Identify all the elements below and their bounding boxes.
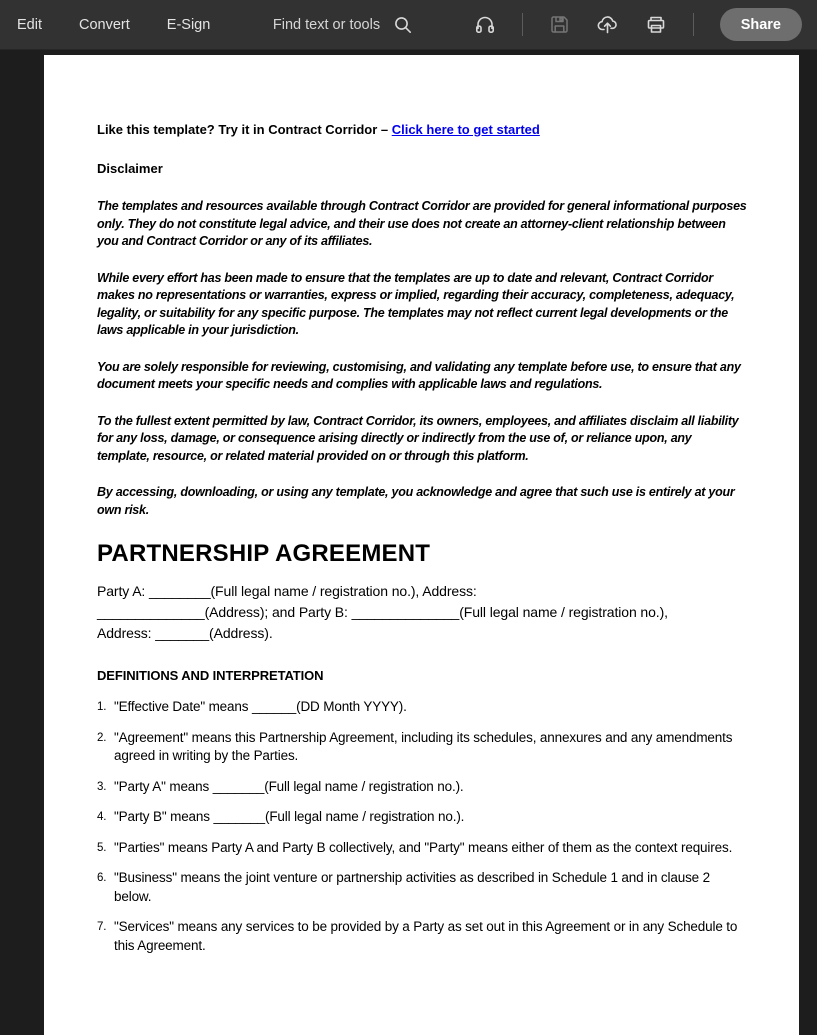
menu-esign[interactable]: E-Sign [166,16,211,33]
toolbar-menus [15,13,212,37]
definition-text: "Party B" means _______(Full legal name / registration no.). [114,809,465,824]
definitions-list [97,698,747,955]
definition-item [97,839,747,858]
search-icon[interactable] [393,15,413,35]
toolbar-divider [522,13,523,36]
definition-number: 1. [97,701,107,713]
parties-line: Address: _______(Address). [97,625,273,641]
toolbar [0,0,817,50]
definition-text: "Services" means any services to be provided by a Party as set out in this Agreement or in any Schedule to this Agreement. [114,919,738,953]
search-label: Find text or tools [272,16,381,33]
disclaimer-paragraph: While every effort has been made to ensure that the templates are up to date and relevant, Contract Corridor makes no representations or warranties, express or implied, regarding their accuracy, completeness, adequacy, legality, or suitability for any specific purpose. The templates may not reflect current legal developments or the laws applicable in your jurisdiction. [97,270,735,337]
definition-number: 3. [97,780,107,793]
pdf-page [44,55,799,1035]
definition-text: "Agreement" means this Partnership Agreement, including its schedules, annexures and any amendments agreed in writing by the Parties. [114,729,733,763]
cloud-upload-icon[interactable] [596,13,619,36]
definition-item [97,729,747,766]
disclaimer-heading: Disclaimer [97,161,163,176]
template-prompt-line [97,122,747,137]
definition-item [97,778,747,797]
find-text-or-tools[interactable] [273,15,413,35]
document-title: PARTNERSHIP AGREEMENT [97,540,431,567]
definition-item [97,808,747,827]
disclaimer-paragraph: By accessing, downloading, or using any template, you acknowledge and agree that such use is entirely at your own risk. [97,485,735,517]
disclaimer-paragraph: To the fullest extent permitted by law, Contract Corridor, its owners, employees, and affiliates disclaim all liability for any loss, damage, or consequence arising directly or indirectly from the use of, or reliance upon, any template, resource, or related material provided on or through this platform. [97,413,739,463]
definition-number: 6. [97,872,107,884]
menu-convert[interactable]: Convert [79,16,130,33]
toolbar-actions [474,8,802,41]
definition-number: 7. [97,921,107,933]
definition-number: 2. [97,731,107,744]
definition-text: "Parties" means Party A and Party B collectively, and "Party" means either of them as the context requires. [114,839,733,855]
definition-text: "Business" means the joint venture or partnership activities as described in Schedule 1 and in clause 2 below. [114,870,710,904]
parties-line: ______________(Address); and Party B: ______________(Full legal name / registration no.), [97,604,668,620]
parties-paragraph [97,581,747,644]
definition-item [97,698,747,717]
template-prompt-text: Like this template? Try it in Contract Corridor – [97,122,392,137]
definition-number: 5. [97,841,107,854]
read-aloud-headphones-icon[interactable] [474,14,496,36]
share-button[interactable]: Share [720,8,802,41]
parties-line: Party A: ________(Full legal name / registration no.), Address: [97,583,477,599]
menu-edit[interactable]: Edit [17,16,42,33]
get-started-link[interactable]: Click here to get started [391,122,540,137]
definition-text: "Effective Date" means ______(DD Month YYYY). [114,699,407,714]
toolbar-divider [693,13,694,36]
disclaimer-paragraph: You are solely responsible for reviewing, customising, and validating any template before use, to ensure that any document meets your specific needs and complies with applicable laws and regulations. [97,359,741,391]
definition-item [97,869,747,906]
disclaimer-paragraph: The templates and resources available through Contract Corridor are provided for general informational purposes only. They do not constitute legal advice, and their use does not create an attorney-client relationship between you and Contract Corridor or any of its affiliates. [97,199,747,248]
definition-number: 4. [97,811,107,823]
print-icon[interactable] [645,14,667,36]
definition-text: "Party A" means _______(Full legal name / registration no.). [114,778,464,794]
save-icon[interactable] [549,14,570,35]
definitions-heading: DEFINITIONS AND INTERPRETATION [97,668,324,683]
definition-item [97,918,747,955]
